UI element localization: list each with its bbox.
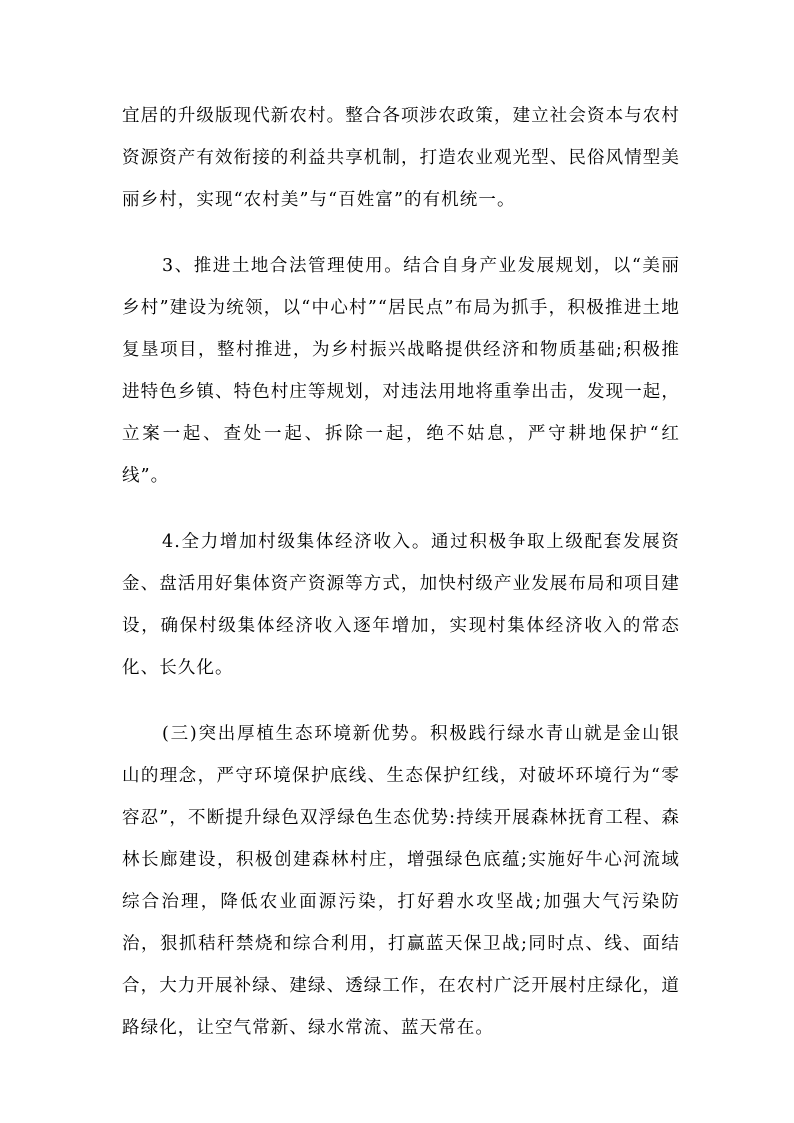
document-body	[122, 95, 680, 1049]
paragraph-land-management: 3、推进土地合法管理使用。结合自身产业发展规划，以“美丽乡村”建设为统领，以“中心村”“居民点”布局为抓手，积极推进土地复垦项目，整村推进，为乡村振兴战略提供经济和物质基础;积极推进特色乡镇、特色村庄等规划，对违法用地将重拳出击，发现一起，立案一起、查处一起、拆除一起，绝不姑息，严守耕地保护“红线”。	[122, 256, 680, 486]
paragraph-ecological-environment: (三)突出厚植生态环境新优势。积极践行绿水青山就是金山银山的理念，严守环境保护底线、生态保护红线，对破坏环境行为“零容忍”，不断提升绿色双浮绿色生态优势:持续开展森林抚育工程、森林长廊建设，积极创建森林村庄，增强绿色底蕴;实施好牛心河流域综合治理，降低农业面源污染，打好碧水攻坚战;加强大气污染防治，狠抓秸秆禁烧和综合利用，打赢蓝天保卫战;同时点、线、面结合，大力开展补绿、建绿、透绿工作，在农村广泛开展村庄绿化，道路绿化，让空气常新、绿水常流、蓝天常在。	[122, 724, 680, 1038]
paragraph-collective-income: 4.全力增加村级集体经济收入。通过积极争取上级配套发展资金、盘活用好集体资产资源等方式，加快村级产业发展布局和项目建设，确保村级集体经济收入逐年增加，实现村集体经济收入的常态化、长久化。	[122, 532, 680, 678]
paragraph-continuation: 宜居的升级版现代新农村。整合各项涉农政策，建立社会资本与农村资源资产有效衔接的利益共享机制，打造农业观光型、民俗风情型美丽乡村，实现“农村美”与“百姓富”的有机统一。	[122, 106, 680, 210]
